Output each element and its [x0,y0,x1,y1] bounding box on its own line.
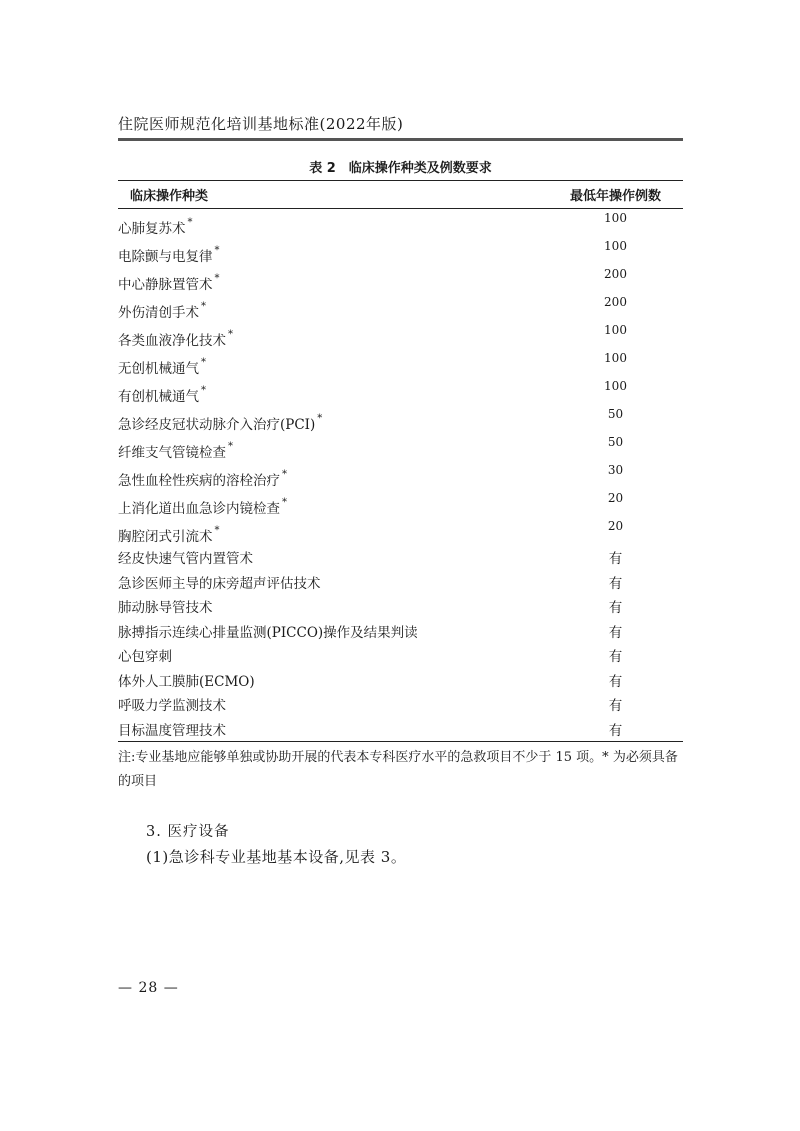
procedure-name: 胸腔闭式引流术 [118,529,213,545]
procedure-name: 经皮快速气管内置管术 [118,551,253,568]
minimum-count-cell: 有 [608,649,623,666]
procedure-cell [118,489,548,517]
column-header-minimum-count: 最低年操作例数 [569,189,661,204]
required-mark: * [201,385,206,396]
table-row [118,321,683,349]
procedure-table [118,180,683,742]
procedure-cell [118,265,548,293]
table-row [118,517,683,545]
table-row [118,692,683,717]
minimum-count-cell: 30 [607,463,624,477]
table-body [118,209,683,741]
minimum-count-cell: 有 [608,624,623,641]
minimum-count-cell: 100 [604,351,627,365]
minimum-count-cell: 有 [608,722,623,739]
procedure-name: 急诊经皮冠状动脉介入治疗(PCI) [118,417,316,433]
procedure-cell [118,433,548,461]
header-rule [118,138,683,141]
table-row [118,265,683,293]
minimum-count-cell: 100 [604,239,627,253]
procedure-cell [118,405,548,433]
table-note: 注:专业基地应能够单独或协助开展的代表本专科医疗水平的急救项目不少于 15 项。* 为必须具备的项目 [118,750,678,789]
minimum-count-cell: 有 [608,673,623,690]
procedure-name: 呼吸力学监测技术 [118,698,226,715]
required-mark: * [282,469,287,480]
table-row [118,237,683,265]
required-mark: * [201,301,206,312]
procedure-cell [118,670,548,690]
table-row [118,594,683,619]
procedure-name: 肺动脉导管技术 [118,600,213,617]
table-row [118,643,683,668]
procedure-cell [118,572,548,592]
table-row [118,570,683,595]
table-row [118,405,683,433]
procedure-cell [118,719,548,739]
procedure-cell [118,461,548,489]
procedure-cell [118,645,548,665]
minimum-count-cell: 有 [608,575,623,592]
required-mark: * [187,217,193,228]
table-row [118,717,683,742]
procedure-name: 心包穿刺 [118,649,172,666]
table-row [118,209,683,237]
procedure-name: 急诊医师主导的床旁超声评估技术 [118,575,321,592]
procedure-name: 纤维支气管镜检查 [118,445,226,461]
required-mark: * [214,525,220,536]
required-mark: * [214,273,220,284]
procedure-cell [118,621,548,641]
procedure-name: 外伤清创手术 [118,305,199,321]
required-mark: * [282,497,287,508]
table-header-row [118,181,683,209]
minimum-count-cell: 20 [607,519,624,533]
minimum-count-cell: 100 [604,323,627,337]
procedure-cell [118,321,548,349]
required-mark: * [317,413,323,424]
section-heading: 3. 医疗设备 [146,824,230,840]
procedure-name: 体外人工膜肺(ECMO) [118,673,255,690]
procedure-cell [118,209,548,237]
required-mark: * [201,357,206,368]
procedure-cell [118,377,548,405]
table-caption: 表 2 临床操作种类及例数要求 [309,161,492,176]
table-row [118,349,683,377]
minimum-count-cell: 200 [604,295,627,309]
procedure-name: 急性血栓性疾病的溶栓治疗 [118,473,280,489]
procedure-cell [118,547,548,567]
procedure-name: 电除颤与电复律 [118,249,213,265]
table-row [118,293,683,321]
procedure-name: 脉搏指示连续心排量监测(PICCO)操作及结果判读 [118,624,418,641]
page-number: — 28 — [118,980,179,996]
procedure-cell [118,293,548,321]
minimum-count-cell: 200 [604,267,627,281]
procedure-name: 中心静脉置管术 [118,277,213,293]
procedure-cell [118,237,548,265]
minimum-count-cell: 有 [608,551,623,568]
section-body-text: (1)急诊科专业基地基本设备,见表 3。 [146,848,407,866]
procedure-name: 各类血液净化技术 [118,333,226,349]
column-header-procedure: 临床操作种类 [130,189,209,204]
procedure-cell [118,596,548,616]
table-row [118,668,683,693]
procedure-name: 目标温度管理技术 [118,722,226,739]
required-mark: * [228,441,233,452]
minimum-count-cell: 有 [608,600,623,617]
procedure-cell [118,517,548,545]
procedure-name: 上消化道出血急诊内镜检查 [118,501,280,517]
minimum-count-cell: 100 [604,211,627,225]
required-mark: * [214,245,220,256]
minimum-count-cell: 20 [607,491,624,505]
table-row [118,377,683,405]
procedure-cell [118,349,548,377]
minimum-count-cell: 50 [607,407,624,421]
procedure-name: 心肺复苏术 [118,221,186,237]
table-row [118,461,683,489]
table-row [118,619,683,644]
required-mark: * [228,329,233,340]
table-row [118,489,683,517]
minimum-count-cell: 100 [604,379,627,393]
procedure-name: 有创机械通气 [118,389,199,405]
table-row [118,433,683,461]
procedure-cell [118,694,548,714]
minimum-count-cell: 50 [607,435,624,449]
running-header: 住院医师规范化培训基地标准(2022年版) [118,115,404,133]
procedure-name: 无创机械通气 [118,361,199,377]
minimum-count-cell: 有 [608,698,623,715]
table-row [118,545,683,570]
